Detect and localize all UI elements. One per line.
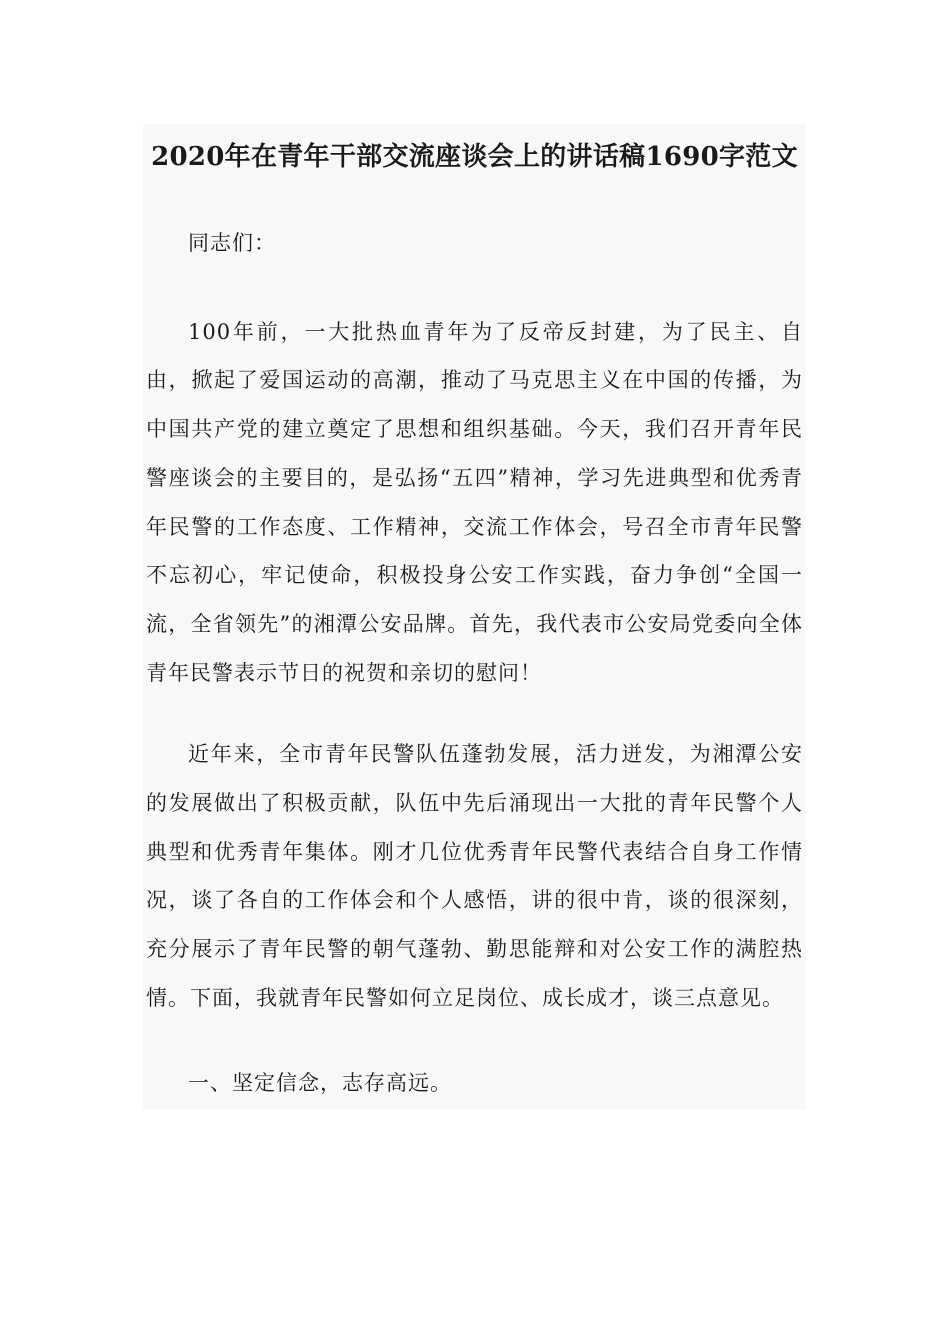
section-heading-1: 一、坚定信念，志存高远。: [188, 1070, 452, 1095]
paragraph-2: 近年来，全市青年民警队伍蓬勃发展，活力迸发，为湘潭公安的发展做出了积极贡献，队伍中先后涌现出一大批的青年民警个人典型和优秀青年集体。刚才几位优秀青年民警代表结合自身工作情况，谈了各自的工作体会和个人感悟，讲的很中肯，谈的很深刻，充分展示了青年民警的朝气蓬勃、勤思能辩和对公安工作的满腔热情。下面，我就青年民警如何立足岗位、成长成才，谈三点意见。: [146, 742, 803, 1010]
document-title: 2020年在青年干部交流座谈会上的讲话稿1690字范文: [151, 142, 798, 172]
salutation: 同志们：: [188, 231, 276, 255]
paragraph-1: 100年前，一大批热血青年为了反帝反封建，为了民主、自由，掀起了爱国运动的高潮，推动了马克思主义在中国的传播，为中国共产党的建立奠定了思想和组织基础。今天，我们召开青年民警座谈会的主要目的，是弘扬“五四”精神，学习先进典型和优秀青年民警的工作态度、工作精神，交流工作体会，号召全市青年民警不忘初心，牢记使命，积极投身公安工作实践，奋力争创“全国一流，全省领先”的湘潭公安品牌。首先，我代表市公安局党委向全体青年民警表示节日的祝贺和亲切的慰问！: [146, 319, 803, 685]
document-text-block: [143, 124, 806, 1110]
